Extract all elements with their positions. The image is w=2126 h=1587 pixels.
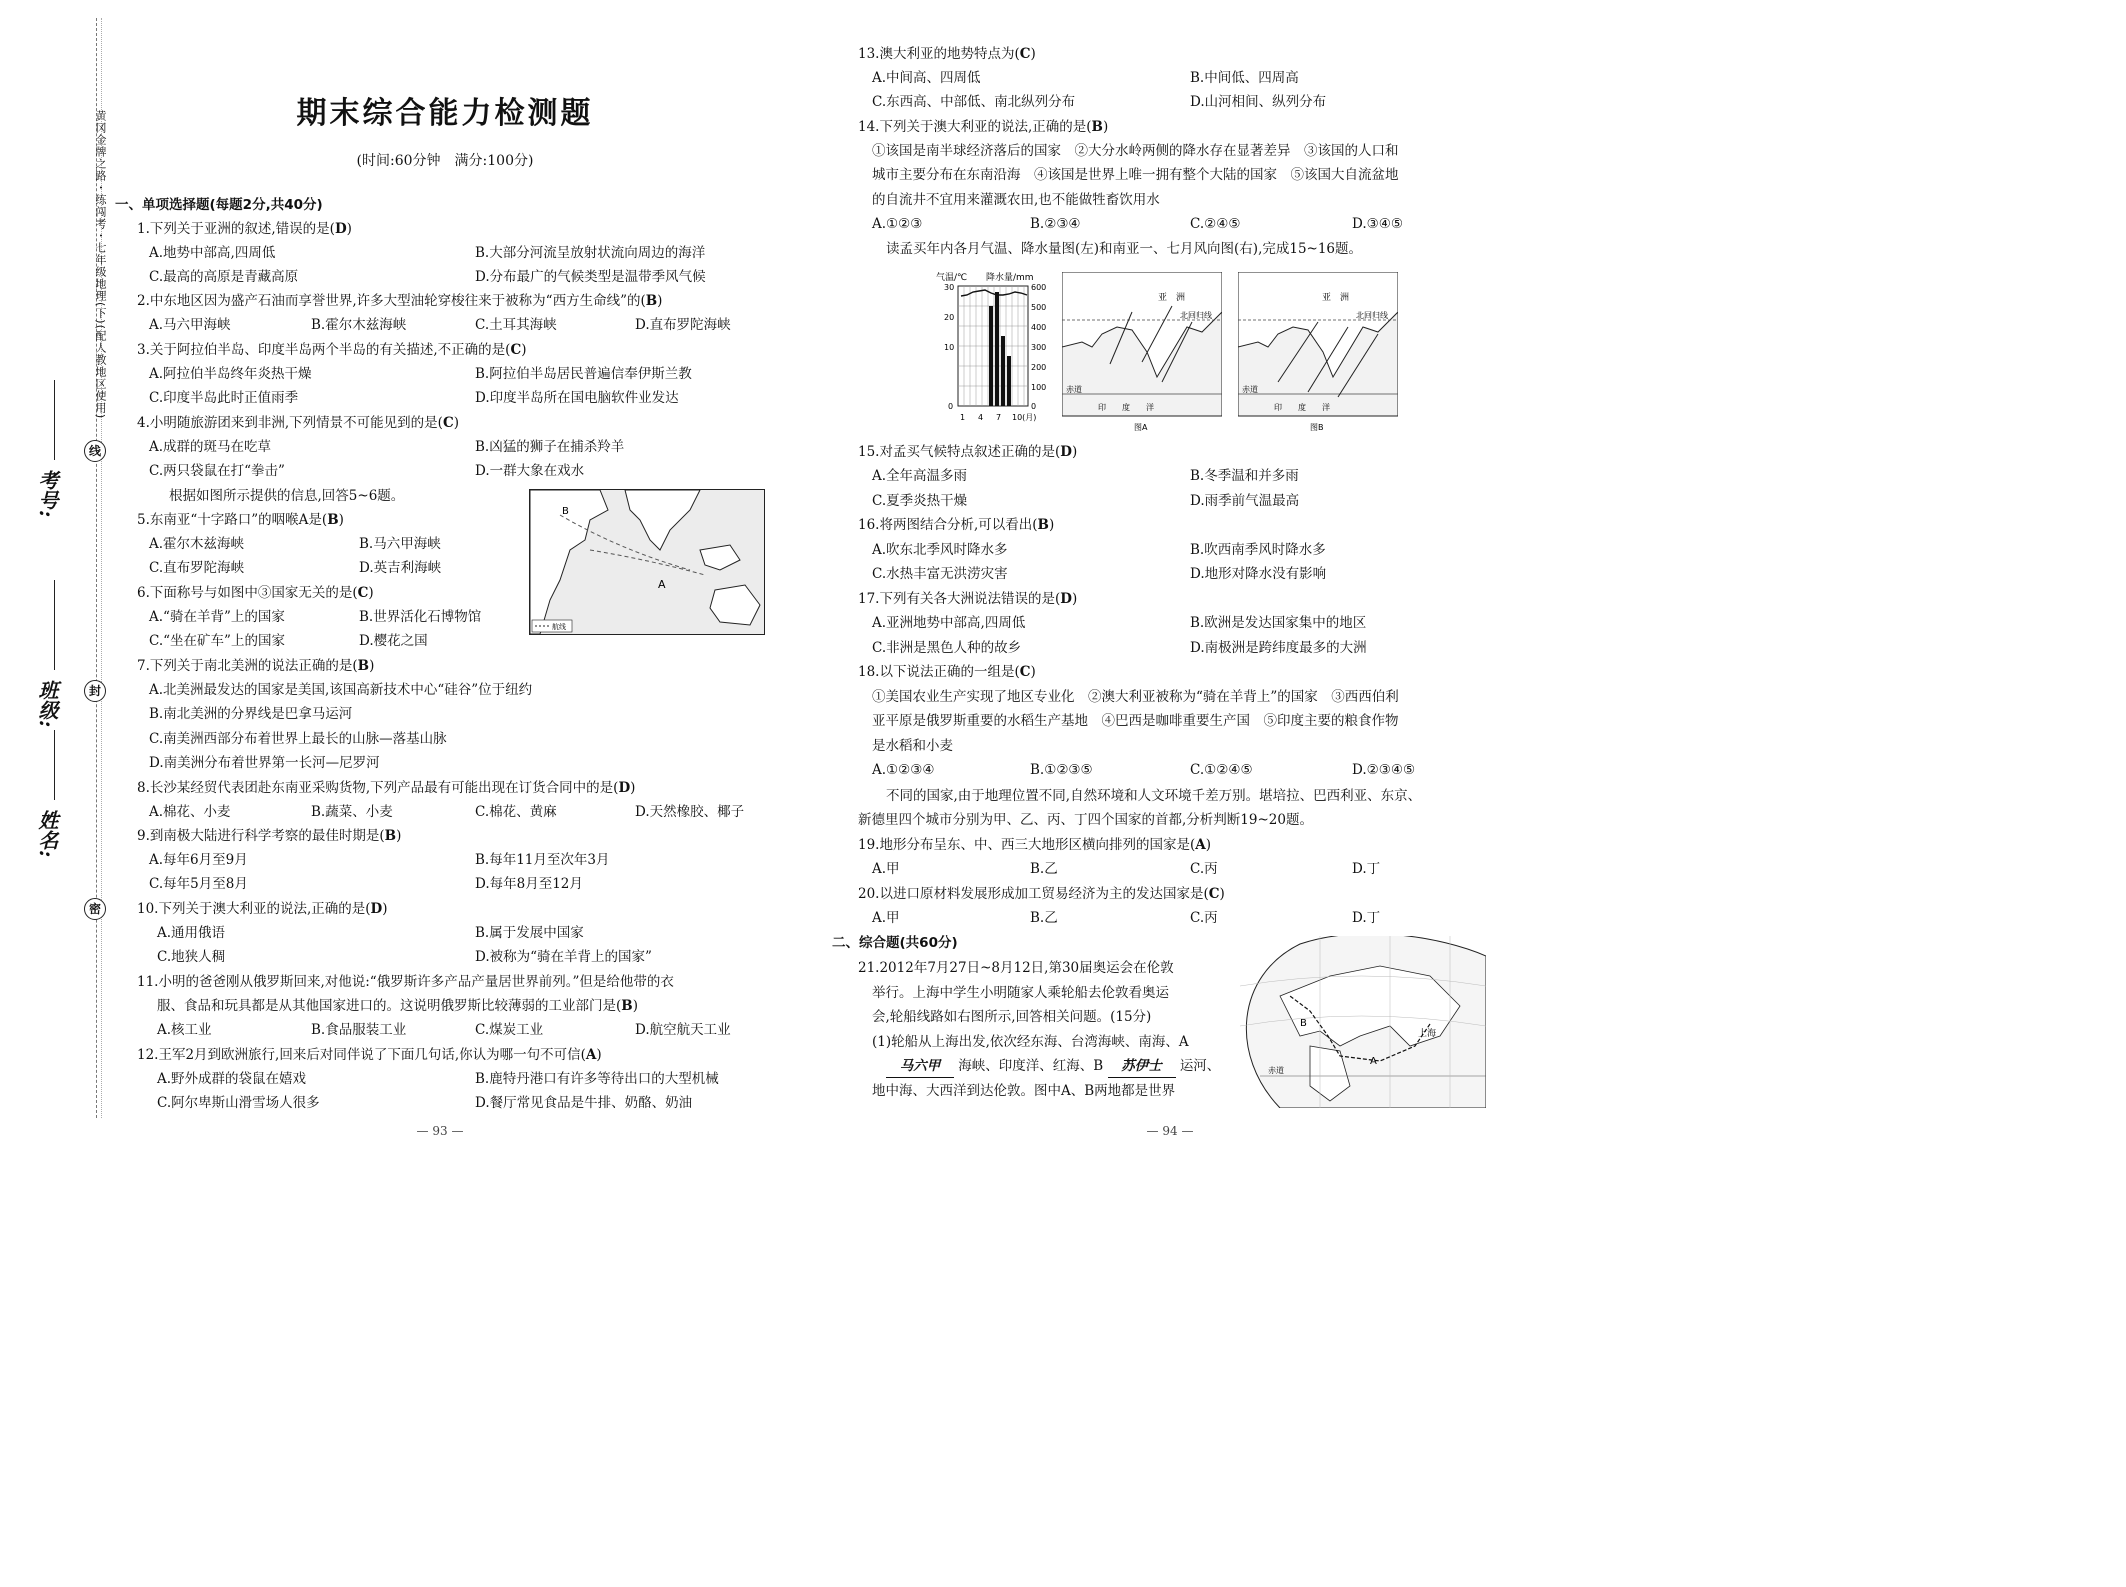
- rain-tick-600: 600: [1031, 283, 1047, 292]
- q19-option-a: A.甲: [872, 861, 900, 877]
- q14-statements-line1: ①该国是南半球经济落后的国家 ②大分水岭两侧的降水存在显著差异 ③该国的人口和: [872, 143, 1399, 159]
- q8-stem: 8.长沙某经贸代表团赴东南亚采购货物,下列产品最有可能出现在订货合同中的是(D): [137, 780, 636, 796]
- q7-option-d: D.南美洲分布着世界第一长河—尼罗河: [149, 755, 380, 771]
- q13-stem: 13.澳大利亚的地势特点为(C): [858, 46, 1036, 62]
- map-label-a: A: [658, 578, 666, 591]
- q3-stem: 3.关于阿拉伯半岛、印度半岛两个半岛的有关描述,不正确的是(C): [137, 342, 527, 358]
- south-asia-wind-map-a: [1062, 272, 1222, 434]
- exam-number-label: 考号:: [35, 470, 59, 518]
- q1-option-b: B.大部分河流呈放射状流向周边的海洋: [475, 245, 706, 261]
- q17-option-b: B.欧洲是发达国家集中的地区: [1190, 615, 1367, 631]
- q4-stem: 4.小明随旅游团来到非洲,下列情景不可能见到的是(C): [137, 415, 459, 431]
- q11-option-d: D.航空航天工业: [635, 1022, 731, 1038]
- q14-option-a: A.①②③: [872, 216, 923, 232]
- q10-option-b: B.属于发展中国家: [475, 925, 584, 941]
- month-tick-10: 10(月): [1012, 413, 1037, 422]
- q6-option-b: B.世界活化石博物馆: [359, 609, 482, 625]
- q9-option-b: B.每年11月至次年3月: [475, 852, 610, 868]
- q6-option-a: A.“骑在羊背”上的国家: [149, 609, 285, 625]
- q16-option-b: B.吹西南季风时降水多: [1190, 542, 1326, 558]
- q15-stem: 15.对孟买气候特点叙述正确的是(D): [858, 444, 1078, 460]
- q7-option-a: A.北美洲最发达的国家是美国,该国高新技术中心“硅谷”位于纽约: [149, 682, 533, 698]
- map-a-equator-label: 赤道: [1066, 385, 1082, 394]
- q20-stem: 20.以进口原材料发展形成加工贸易经济为主的发达国家是(C): [858, 886, 1225, 902]
- q16-option-c: C.水热丰富无洪涝灾害: [872, 566, 1008, 582]
- name-label: 姓名:: [35, 810, 59, 858]
- q15-option-a: A.全年高温多雨: [872, 468, 968, 484]
- q3-option-a: A.阿拉伯半岛终年炎热干燥: [149, 366, 312, 382]
- indian-ocean-map-svg: [530, 490, 764, 634]
- rain-tick-200: 200: [1031, 363, 1047, 372]
- q19-option-d: D.丁: [1352, 861, 1381, 877]
- q17-option-c: C.非洲是黑色人种的故乡: [872, 640, 1022, 656]
- q20-option-b: B.乙: [1030, 910, 1058, 926]
- temp-tick-10: 10: [944, 343, 955, 352]
- q4-option-b: B.凶猛的狮子在捕杀羚羊: [475, 439, 625, 455]
- q21-blank-1[interactable]: 马六甲: [886, 1055, 954, 1078]
- q1-stem: 1.下列关于亚洲的叙述,错误的是(D): [137, 221, 352, 237]
- page-number-93: — 93 —: [416, 1124, 464, 1138]
- q12-option-a: A.野外成群的袋鼠在嬉戏: [157, 1071, 307, 1087]
- q13-option-a: A.中间高、四周低: [872, 70, 981, 86]
- q2-option-c: C.土耳其海峡: [475, 317, 557, 333]
- q1-option-c: C.最高的高原是青藏高原: [149, 269, 299, 285]
- map-legend: 航线: [552, 623, 566, 631]
- map21-shanghai-label: 上海: [1418, 1029, 1437, 1039]
- q18-option-b: B.①②③⑤: [1030, 762, 1093, 778]
- map-b-ocean-label: 印 度 洋: [1274, 403, 1330, 412]
- q12-option-b: B.鹿特丹港口有许多等待出口的大型机械: [475, 1071, 719, 1087]
- q19-option-b: B.乙: [1030, 861, 1058, 877]
- q21-line4: (1)轮船从上海出发,依次经东海、台湾海峡、南海、A: [872, 1034, 1189, 1050]
- map-b-equator-label: 赤道: [1242, 385, 1258, 394]
- temp-axis-label: 气温/℃: [936, 273, 968, 283]
- q7-option-c: C.南美洲西部分布着世界上最长的山脉—落基山脉: [149, 731, 447, 747]
- q14-option-d: D.③④⑤: [1352, 216, 1403, 232]
- q5-stem: 5.东南亚“十字路口”的咽喉A是(B): [137, 512, 344, 528]
- q5-option-d: D.英吉利海峡: [359, 560, 442, 576]
- q20-option-c: C.丙: [1190, 910, 1218, 926]
- q21-line5: 马六甲 海峡、印度洋、红海、B 苏伊士 运河、: [886, 1055, 1220, 1078]
- q18-stem: 18.以下说法正确的一组是(C): [858, 664, 1036, 680]
- class-label: 班级:: [35, 680, 59, 728]
- q14-statements-line3: 的自流井不宜用来灌溉农田,也不能做牲畜饮用水: [872, 192, 1160, 208]
- map-a-asia-label: 亚 洲: [1158, 293, 1186, 303]
- q18-option-c: C.①②④⑤: [1190, 762, 1253, 778]
- map21-equator-label: 赤道: [1268, 1066, 1284, 1075]
- shipping-route-map: [1240, 936, 1486, 1108]
- rain-tick-500: 500: [1031, 303, 1047, 312]
- map21-label-a: A: [1370, 1056, 1377, 1067]
- seal-mark-mi: 密: [84, 898, 106, 920]
- q16-option-a: A.吹东北季风时降水多: [872, 542, 1008, 558]
- q13-option-b: B.中间低、四周高: [1190, 70, 1299, 86]
- q13-option-c: C.东西高、中部低、南北纵列分布: [872, 94, 1076, 110]
- section-2-heading: 二、综合题(共60分): [832, 935, 958, 951]
- q12-option-c: C.阿尔卑斯山滑雪场人很多: [157, 1095, 320, 1111]
- q7-option-b: B.南北美洲的分界线是巴拿马运河: [149, 706, 353, 722]
- q15-option-b: B.冬季温和并多雨: [1190, 468, 1299, 484]
- q19-option-c: C.丙: [1190, 861, 1218, 877]
- q5-option-a: A.霍尔木兹海峡: [149, 536, 245, 552]
- temp-tick-30: 30: [944, 283, 955, 292]
- q21-line1: 21.2012年7月27日~8月12日,第30届奥运会在伦敦: [858, 960, 1174, 976]
- q11-stem-line1: 11.小明的爸爸刚从俄罗斯回来,对他说:“俄罗斯许多产品产量居世界前列。”但是给他带的衣: [137, 974, 674, 990]
- map-b-asia-label: 亚 洲: [1322, 293, 1350, 303]
- q11-option-a: A.核工业: [157, 1022, 212, 1038]
- q18-statements-line3: 是水稻和小麦: [872, 738, 953, 754]
- q3-option-c: C.印度半岛此时正值雨季: [149, 390, 299, 406]
- indian-ocean-map: [529, 489, 765, 635]
- exam-title: 期末综合能力检测题: [296, 96, 594, 131]
- rain-tick-100: 100: [1031, 383, 1047, 392]
- q13-option-d: D.山河相间、纵列分布: [1190, 94, 1327, 110]
- q18-option-a: A.①②③④: [872, 762, 935, 778]
- section-1-heading: 一、单项选择题(每题2分,共40分): [115, 197, 323, 213]
- q6-option-c: C.“坐在矿车”上的国家: [149, 633, 285, 649]
- q4-option-a: A.成群的斑马在吃草: [149, 439, 272, 455]
- q4-option-d: D.一群大象在戏水: [475, 463, 585, 479]
- q5-option-b: B.马六甲海峡: [359, 536, 441, 552]
- map-a-caption: 图A: [1134, 423, 1148, 432]
- q8-option-b: B.蔬菜、小麦: [311, 804, 393, 820]
- q14-statements-line2: 城市主要分布在东南沿海 ④该国是世界上唯一拥有整个大陆的国家 ⑤该国大自流盆地: [872, 167, 1399, 183]
- map-label-b: B: [562, 506, 569, 517]
- q17-option-a: A.亚洲地势中部高,四周低: [872, 615, 1026, 631]
- q10-option-d: D.被称为“骑在羊背上的国家”: [475, 949, 652, 965]
- q2-option-a: A.马六甲海峡: [149, 317, 231, 333]
- month-tick-1: 1: [960, 413, 966, 422]
- q2-stem: 2.中东地区因为盛产石油而享誉世界,许多大型油轮穿梭往来于被称为“西方生命线”的(B): [137, 293, 663, 309]
- q9-option-d: D.每年8月至12月: [475, 876, 583, 892]
- q10-option-a: A.通用俄语: [157, 925, 226, 941]
- rain-axis-label: 降水量/mm: [986, 273, 1034, 283]
- class-line[interactable]: [54, 580, 55, 670]
- q1-option-d: D.分布最广的气候类型是温带季风气候: [475, 269, 706, 285]
- seal-mark-feng: 封: [84, 680, 106, 702]
- temp-tick-0: 0: [948, 402, 954, 411]
- q14-option-b: B.②③④: [1030, 216, 1081, 232]
- exam-subtitle: (时间:60分钟 满分:100分): [356, 153, 534, 169]
- map21-label-b: B: [1300, 1018, 1307, 1029]
- q17-option-d: D.南极洲是跨纬度最多的大洲: [1190, 640, 1367, 656]
- seal-mark-xian: 线: [84, 440, 106, 462]
- map-b-caption: 图B: [1310, 423, 1324, 432]
- q17-stem: 17.下列有关各大洲说法错误的是(D): [858, 591, 1078, 607]
- q10-stem: 10.下列关于澳大利亚的说法,正确的是(D): [137, 901, 388, 917]
- rain-tick-300: 300: [1031, 343, 1047, 352]
- map-b-tropic-label: 北回归线: [1356, 311, 1388, 320]
- q3-option-b: B.阿拉伯半岛居民普遍信奉伊斯兰教: [475, 366, 692, 382]
- q8-option-c: C.棉花、黄麻: [475, 804, 557, 820]
- mumbai-climate-chart: [936, 270, 1062, 430]
- q6-stem: 6.下面称号与如图中③国家无关的是(C): [137, 585, 374, 601]
- q8-option-a: A.棉花、小麦: [149, 804, 231, 820]
- q18-option-d: D.②③④⑤: [1352, 762, 1416, 778]
- q21-blank-2[interactable]: 苏伊士: [1108, 1055, 1176, 1078]
- rain-tick-0: 0: [1031, 402, 1037, 411]
- q2-option-b: B.霍尔木兹海峡: [311, 317, 407, 333]
- q8-option-d: D.天然橡胶、椰子: [635, 804, 745, 820]
- intro-q19-20-line2: 新德里四个城市分别为甲、乙、丙、丁四个国家的首都,分析判断19~20题。: [858, 812, 1313, 828]
- map-a-ocean-label: 印 度 洋: [1098, 403, 1154, 412]
- q1-option-a: A.地势中部高,四周低: [149, 245, 276, 261]
- intro-q19-20-line1: 不同的国家,由于地理位置不同,自然环境和人文环境千差万别。堪培拉、巴西利亚、东京、: [886, 788, 1422, 804]
- q4-option-c: C.两只袋鼠在打“拳击”: [149, 463, 285, 479]
- q18-statements-line2: 亚平原是俄罗斯重要的水稻生产基地 ④巴西是咖啡重要生产国 ⑤印度主要的粮食作物: [872, 713, 1399, 729]
- q21-line6: 地中海、大西洋到达伦敦。图中A、B两地都是世界: [872, 1083, 1176, 1099]
- q12-stem: 12.王军2月到欧洲旅行,回来后对同伴说了下面几句话,你认为哪一句不可信(A): [137, 1047, 602, 1063]
- binding-margin: [0, 0, 118, 1156]
- q21-line3: 会,轮船线路如右图所示,回答相关问题。(15分): [872, 1009, 1152, 1025]
- intro-q15-16: 读孟买年内各月气温、降水量图(左)和南亚一、七月风向图(右),完成15~16题。: [886, 241, 1363, 257]
- q9-option-a: A.每年6月至9月: [149, 852, 248, 868]
- q7-stem: 7.下列关于南北美洲的说法正确的是(B): [137, 658, 375, 674]
- south-asia-wind-map-b: [1238, 272, 1398, 434]
- intro-q5-6: 根据如图所示提供的信息,回答5~6题。: [169, 488, 405, 504]
- q11-option-c: C.煤炭工业: [475, 1022, 544, 1038]
- q20-option-a: A.甲: [872, 910, 900, 926]
- month-tick-7: 7: [996, 413, 1002, 422]
- name-line[interactable]: [54, 730, 55, 800]
- q16-stem: 16.将两图结合分析,可以看出(B): [858, 517, 1055, 533]
- q2-option-d: D.直布罗陀海峡: [635, 317, 731, 333]
- map-a-tropic-label: 北回归线: [1180, 311, 1212, 320]
- q21-line2: 举行。上海中学生小明随家人乘轮船去伦敦看奥运: [872, 985, 1169, 1001]
- series-label: 黄冈金牌之路・练闯考・七年级地理(下)(配人教地区使用): [94, 110, 107, 420]
- q11-option-b: B.食品服装工业: [311, 1022, 407, 1038]
- q19-stem: 19.地形分布呈东、中、西三大地形区横向排列的国家是(A): [858, 837, 1212, 853]
- page-number-94: — 94 —: [1146, 1124, 1194, 1138]
- q16-option-d: D.地形对降水没有影响: [1190, 566, 1327, 582]
- exam-number-line[interactable]: [54, 380, 55, 460]
- temp-tick-20: 20: [944, 313, 955, 322]
- q14-stem: 14.下列关于澳大利亚的说法,正确的是(B): [858, 119, 1109, 135]
- q12-option-d: D.餐厅常见食品是牛排、奶酪、奶油: [475, 1095, 693, 1111]
- q15-option-d: D.雨季前气温最高: [1190, 493, 1300, 509]
- q9-stem: 9.到南极大陆进行科学考察的最佳时期是(B): [137, 828, 402, 844]
- q20-option-d: D.丁: [1352, 910, 1381, 926]
- q10-option-c: C.地狭人稠: [157, 949, 226, 965]
- rain-tick-400: 400: [1031, 323, 1047, 332]
- q11-stem-line2: 服、食品和玩具都是从其他国家进口的。这说明俄罗斯比较薄弱的工业部门是(B): [157, 998, 638, 1014]
- q9-option-c: C.每年5月至8月: [149, 876, 248, 892]
- month-tick-4: 4: [978, 413, 984, 422]
- q5-option-c: C.直布罗陀海峡: [149, 560, 245, 576]
- q18-statements-line1: ①美国农业生产实现了地区专业化 ②澳大利亚被称为“骑在羊背上”的国家 ③西西伯利: [872, 689, 1399, 705]
- q15-option-c: C.夏季炎热干燥: [872, 493, 968, 509]
- q3-option-d: D.印度半岛所在国电脑软件业发达: [475, 390, 679, 406]
- q6-option-d: D.樱花之国: [359, 633, 428, 649]
- q14-option-c: C.②④⑤: [1190, 216, 1241, 232]
